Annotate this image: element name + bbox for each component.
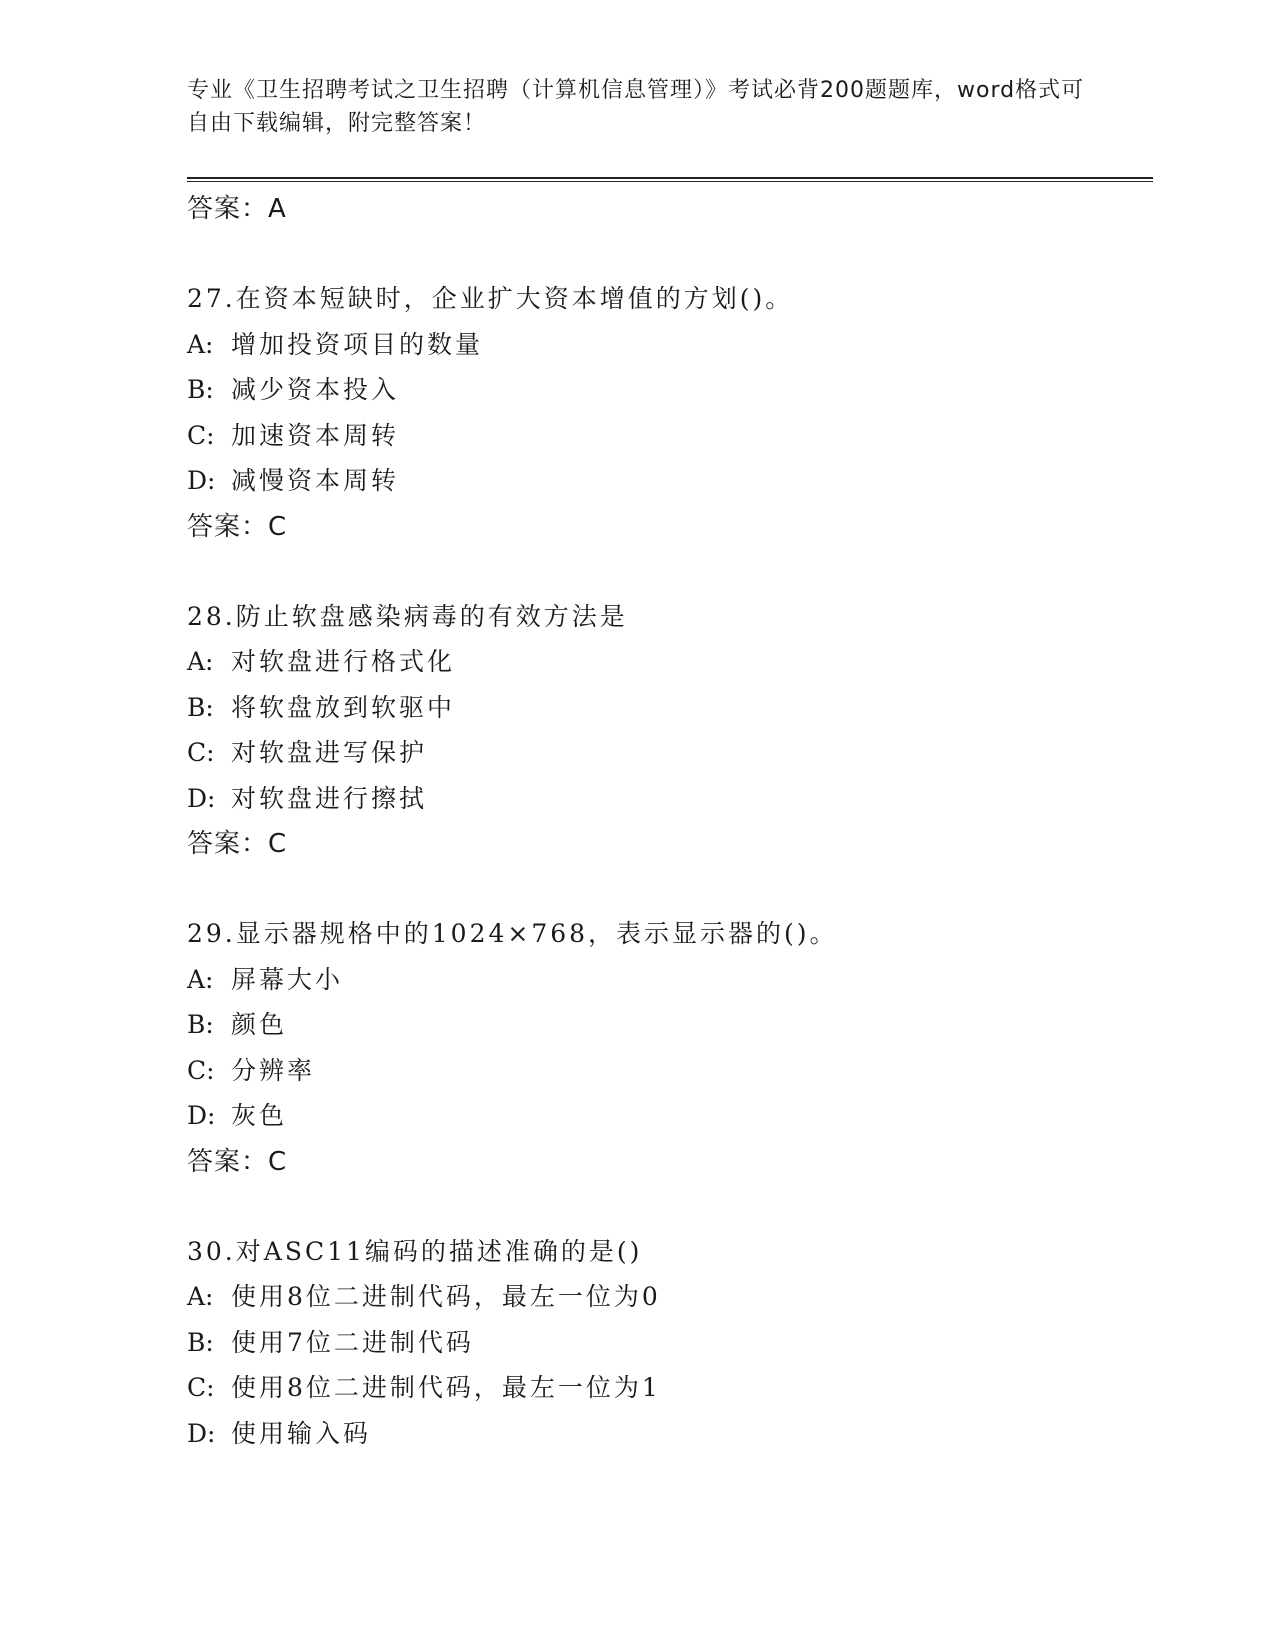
option-text: 对软盘进行格式化 bbox=[231, 647, 456, 676]
option-a bbox=[187, 639, 1137, 685]
document-header: 专业《卫生招聘考试之卫生招聘（计算机信息管理）》考试必背200题题库，word格式可自由下载编辑，附完整答案！ bbox=[187, 78, 1085, 136]
answer-line: 答案：C bbox=[187, 511, 288, 542]
option-text: 颜色 bbox=[231, 1010, 288, 1039]
option-a bbox=[187, 322, 1137, 368]
option-c bbox=[187, 1365, 1137, 1411]
option-letter: B: bbox=[187, 375, 214, 404]
question-stem: 30.对ASC11编码的描述准确的是() bbox=[187, 1236, 643, 1266]
option-letter: B: bbox=[187, 1327, 214, 1357]
option-letter: C: bbox=[187, 1055, 215, 1085]
option-b bbox=[187, 685, 1137, 731]
option-letter: C: bbox=[187, 738, 215, 767]
option-text: 增加投资项目的数量 bbox=[231, 329, 484, 359]
option-b bbox=[187, 1002, 1137, 1048]
option-text: 减少资本投入 bbox=[231, 375, 400, 404]
option-letter: C: bbox=[187, 1373, 215, 1402]
option-text: 对软盘进写保护 bbox=[231, 738, 428, 767]
option-d bbox=[187, 458, 1137, 504]
option-letter: A: bbox=[187, 964, 214, 994]
option-text: 使用8位二进制代码，最左一位为0 bbox=[231, 1282, 661, 1311]
option-text: 分辨率 bbox=[231, 1055, 316, 1085]
option-text: 使用输入码 bbox=[231, 1418, 372, 1448]
option-b bbox=[187, 367, 1137, 413]
answer-line: 答案：A bbox=[187, 194, 287, 224]
option-text: 减慢资本周转 bbox=[231, 466, 400, 495]
question-30 bbox=[187, 1229, 1137, 1457]
option-text: 使用7位二进制代码 bbox=[231, 1327, 474, 1357]
answer-line: 答案：C bbox=[187, 1146, 288, 1177]
question-29 bbox=[187, 911, 1137, 1185]
option-letter: A: bbox=[187, 1282, 214, 1311]
option-letter: C: bbox=[187, 420, 215, 450]
option-letter: D: bbox=[187, 466, 216, 495]
header-divider bbox=[187, 177, 1153, 182]
option-a bbox=[187, 957, 1137, 1003]
option-letter: D: bbox=[187, 783, 216, 813]
option-text: 使用8位二进制代码，最左一位为1 bbox=[231, 1373, 661, 1402]
question-27 bbox=[187, 276, 1137, 550]
option-d bbox=[187, 1411, 1137, 1457]
option-letter: A: bbox=[187, 329, 214, 359]
option-letter: B: bbox=[187, 692, 214, 722]
option-c bbox=[187, 730, 1137, 776]
option-text: 对软盘进行擦拭 bbox=[231, 783, 428, 813]
option-c bbox=[187, 1048, 1137, 1094]
option-d bbox=[187, 1093, 1137, 1139]
option-text: 灰色 bbox=[231, 1101, 288, 1130]
option-b bbox=[187, 1320, 1137, 1366]
option-letter: A: bbox=[187, 647, 214, 676]
option-letter: B: bbox=[187, 1010, 214, 1039]
option-text: 将软盘放到软驱中 bbox=[231, 692, 456, 722]
question-stem: 27.在资本短缺时，企业扩大资本增值的方划()。 bbox=[187, 284, 794, 313]
question-stem: 28.防止软盘感染病毒的有效方法是 bbox=[187, 601, 628, 631]
question-list bbox=[187, 186, 1137, 1456]
option-letter: D: bbox=[187, 1101, 216, 1130]
option-text: 屏幕大小 bbox=[231, 964, 344, 994]
answer-line: 答案：C bbox=[187, 829, 288, 859]
option-d bbox=[187, 776, 1137, 822]
option-c bbox=[187, 413, 1137, 459]
question-stem: 29.显示器规格中的1024×768，表示显示器的()。 bbox=[187, 919, 838, 948]
option-text: 加速资本周转 bbox=[231, 420, 400, 450]
option-a bbox=[187, 1274, 1137, 1320]
question-28 bbox=[187, 594, 1137, 868]
option-letter: D: bbox=[187, 1418, 216, 1448]
